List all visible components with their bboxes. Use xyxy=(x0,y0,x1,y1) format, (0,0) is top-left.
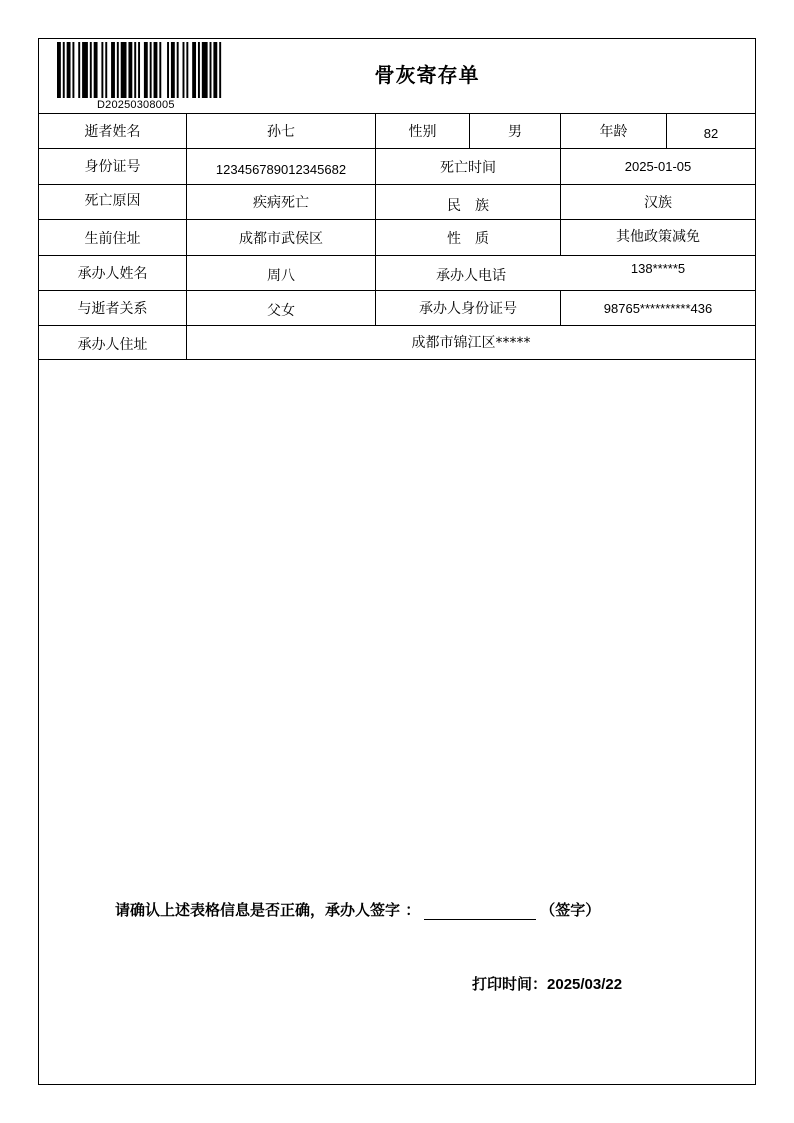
gender-value: 男 xyxy=(508,124,522,140)
print-time-value: 2025/03/22 xyxy=(547,976,623,993)
barcode-number: D20250308005 xyxy=(97,99,175,111)
agent-phone-value: 138*****5 xyxy=(630,261,686,276)
address-value: 成都市武侯区 xyxy=(239,230,323,247)
agent-address-label: 承办人住址 xyxy=(77,337,148,353)
agent-name-label: 承办人姓名 xyxy=(77,266,148,282)
nature-value: 其他政策减免 xyxy=(616,229,700,245)
storage-form-page xyxy=(38,38,756,1085)
form-header xyxy=(39,39,755,114)
print-time xyxy=(472,973,622,994)
age-value: 82 xyxy=(703,125,719,141)
gender-label: 性别 xyxy=(408,124,437,140)
confirmation-text: 请确认上述表格信息是否正确，承办人签字 ： xyxy=(115,901,421,919)
ethnicity-value: 汉族 xyxy=(644,195,672,211)
agent-phone-label: 承办人电话 xyxy=(436,268,506,284)
relation-value: 父女 xyxy=(267,303,295,319)
agent-name-value: 周八 xyxy=(267,268,295,284)
info-table xyxy=(39,114,755,360)
ethnicity-label: 民 族 xyxy=(447,197,489,214)
age-label: 年龄 xyxy=(599,124,628,140)
document-title: 骨灰寄存单 xyxy=(374,63,480,87)
id-number-label: 身份证号 xyxy=(84,159,141,175)
death-cause-value: 疾病死亡 xyxy=(253,195,309,211)
agent-id-label: 承办人身份证号 xyxy=(419,301,517,317)
address-label: 生前住址 xyxy=(84,230,141,247)
print-time-label: 打印时间： xyxy=(472,975,548,993)
relation-label: 与逝者关系 xyxy=(77,301,148,317)
signature-field[interactable] xyxy=(424,899,536,920)
deceased-name-value: 孙七 xyxy=(267,124,295,140)
death-time-value: 2025-01-05 xyxy=(624,159,692,174)
nature-label: 性 质 xyxy=(447,230,489,247)
signature-suffix: （签字） xyxy=(540,901,601,919)
confirmation-statement xyxy=(115,899,600,920)
agent-id-value: 98765**********436 xyxy=(603,300,713,316)
deceased-name-label: 逝者姓名 xyxy=(84,124,141,140)
death-cause-label: 死亡原因 xyxy=(84,193,141,209)
death-time-label: 死亡时间 xyxy=(440,159,496,176)
id-number-value: 123456789012345682 xyxy=(215,162,347,177)
agent-address-value: 成都市锦江区***** xyxy=(411,335,531,351)
